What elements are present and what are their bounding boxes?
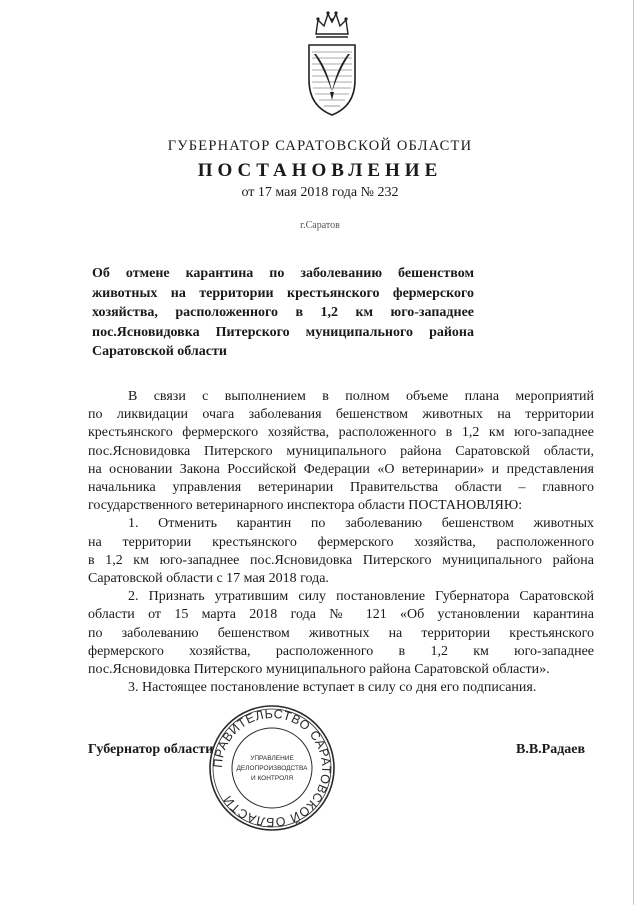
body-line: пос.Ясновидовка Питерского муниципального района Саратовской области». [88,662,550,678]
subject-line: хозяйства, расположенного в 1,2 км юго-западнее [92,305,474,320]
issuing-authority: ГУБЕРНАТОР САРАТОВСКОЙ ОБЛАСТИ [167,138,473,154]
subject-line: пос.Ясновидовка Питерского муниципального района [92,324,474,340]
body-line: в 1,2 км юго-западнее пос.Ясновидовка Питерского муниципального района [88,552,594,568]
body-line: 1. Отменить карантин по заболеванию бешенством животных [128,516,594,532]
coat-of-arms-emblem [306,8,358,118]
body-line: крестьянского фермерского хозяйства, расположенного в 1,2 км юго-западнее [88,425,594,441]
body-line: В связи с выполнением в полном объеме плана мероприятий [128,389,594,404]
document-date-number: от 17 мая 2018 года № 232 [241,185,399,200]
seal-inner-line: УПРАВЛЕНИЕ [250,755,294,762]
body-line: государственного ветеринарного инспектора области ПОСТАНОВЛЯЮ: [88,498,523,514]
subject-line: Саратовской области [92,344,227,359]
body-line: 2. Признать утратившим силу постановление Губернатора Саратовской [128,589,594,605]
seal-inner-line: И КОНТРОЛЯ [250,775,294,782]
official-seal-stamp [206,702,338,834]
body-line: по заболеванию бешенством животных на территории крестьянского [88,625,594,641]
body-line: области от 15 марта 2018 года № 121 «Об установлении карантина [88,607,594,623]
city-name: г.Саратов [300,220,340,231]
body-line: начальника управления ветеринарии Правительства области – главного [88,480,594,496]
page-edge-line [633,0,634,905]
signer-name: В.В.Радаев [516,742,586,757]
subject-line: Об отмене карантина по заболеванию бешенством [92,266,474,281]
signer-position: Губернатор области [88,742,214,757]
body-line: по ликвидации очага заболевания бешенством животных на территории [88,407,594,423]
body-line: на территории крестьянского фермерского хозяйства, расположенного [88,534,594,550]
document-subject [92,264,474,362]
seal-outer-text: ПРАВИТЕЛЬСТВО САРАТОВСКОЙ ОБЛАСТИ [210,706,334,830]
body-line: фермерского хозяйства, расположенного в 1,2 км юго-западнее [88,643,594,659]
body-line: 3. Настоящее постановление вступает в силу со дня его подписания. [128,680,537,696]
seal-inner-line: ДЕЛОПРОИЗВОДСТВА [236,765,308,772]
body-line: на основании Закона Российской Федерации «О ветеринарии» и представления [88,461,594,477]
body-line: пос.Ясновидовка Питерского муниципального района Саратовской области, [88,443,594,459]
body-line: Саратовской области с 17 мая 2018 года. [88,571,329,587]
subject-line: животных на территории крестьянского фермерского [92,285,474,301]
document-body [88,388,594,697]
document-type-title: ПОСТАНОВЛЕНИЕ [197,160,443,181]
